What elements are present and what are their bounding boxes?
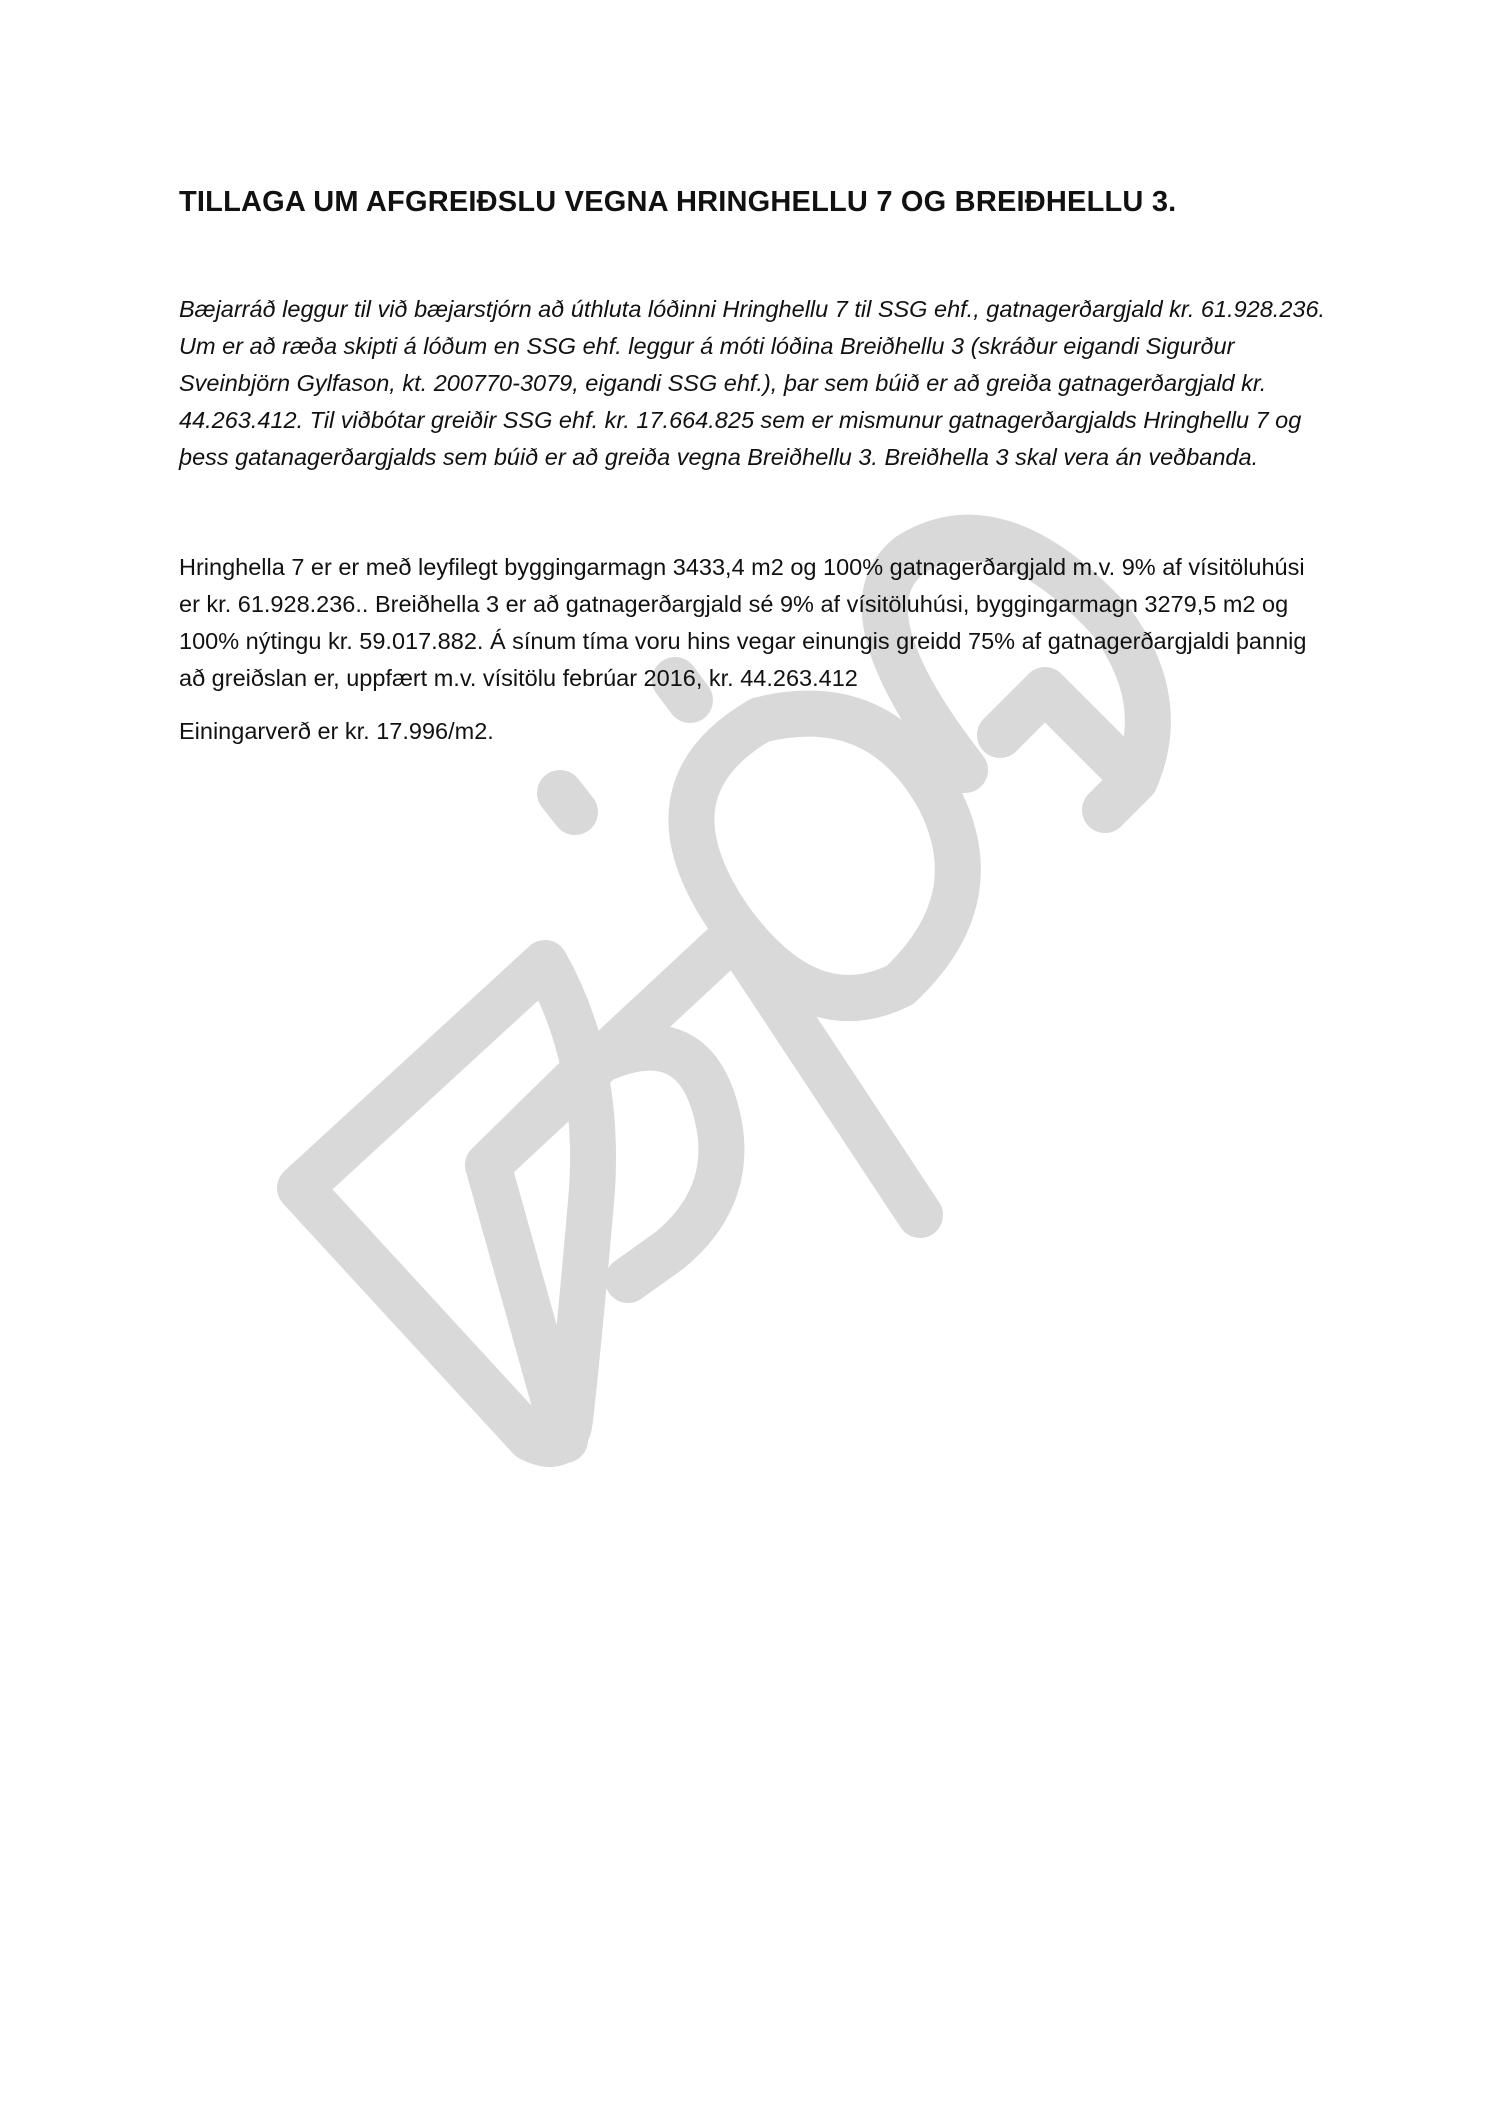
details-paragraph: Hringhella 7 er er með leyfilegt byggingarmagn 3433,4 m2 og 100% gatnagerðargjald m.v. 9% af vísitöluhúsi er kr. 61.928.236.. Breiðhella 3 er að gatnagerðargjald sé 9% af vísitöluhúsi, byggingarmagn 3279,5 m2 og 100% nýtingu kr. 59.017.882. Á sínum tíma voru hins vegar einungis greidd 75% af gatnagerðargjaldi þannig að greiðslan er, uppfært m.v. vísitölu febrúar 2016, kr. 44.263.412 [179,554,1307,691]
document-title: TILLAGA UM AFGREIÐSLU VEGNA HRINGHELLU 7 OG BREIÐHELLU 3. [179,186,1177,218]
unit-price-paragraph: Einingarverð er kr. 17.996/m2. [179,718,494,744]
document-body [179,180,1329,774]
proposal-paragraph: Bæjarráð leggur til við bæjarstjórn að úthluta lóðinni Hringhellu 7 til SSG ehf., gatnagerðargjald kr. 61.928.236. Um er að ræða skipti á lóðum en SSG ehf. leggur á móti lóðina Breiðhellu 3 (skráður eigandi Sigurður Sveinbjörn Gylfason, kt. 200770-3079, eigandi SSG ehf.), þar sem búið er að greiða gatnagerðargjald kr. 44.263.412. Til viðbótar greiðir SSG ehf. kr. 17.664.825 sem er mismunur gatnagerðargjalds Hringhellu 7 og þess gatanagerðargjalds sem búið er að greiða vegna Breiðhellu 3. Breiðhella 3 skal vera án veðbanda. [179,296,1326,470]
